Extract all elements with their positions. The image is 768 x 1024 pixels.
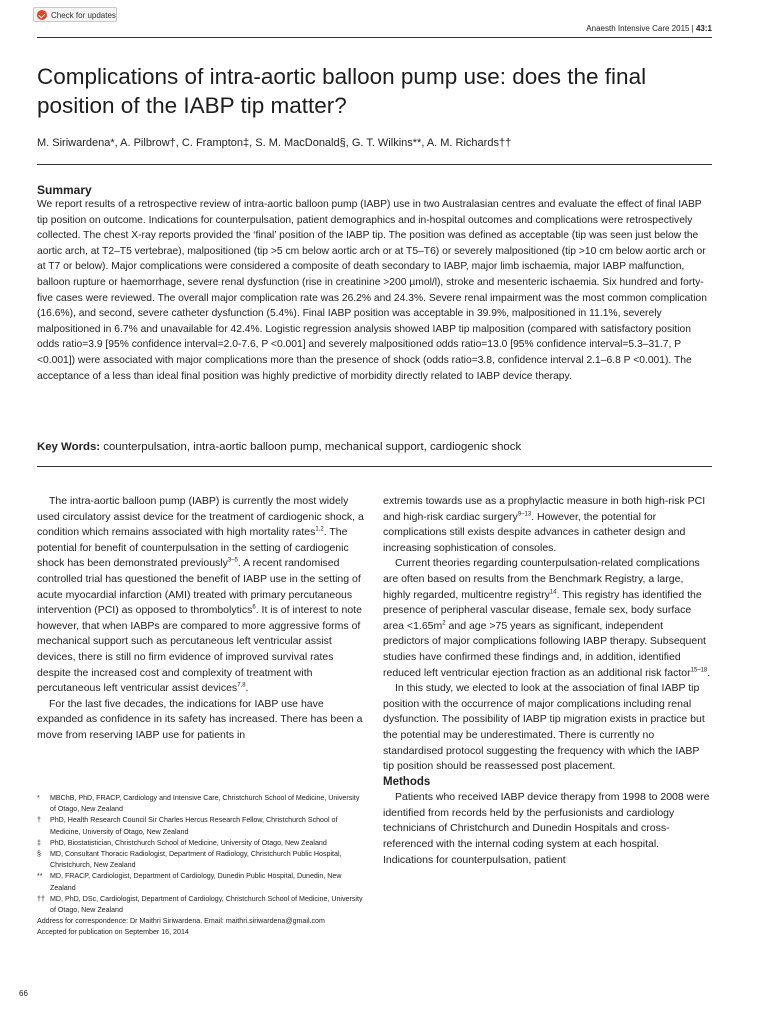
page-number: 66	[19, 989, 28, 998]
body-column-left	[37, 494, 366, 744]
check-updates-icon	[37, 10, 47, 20]
footnote: †† MD, PhD, DSc, Cardiologist, Department of Cardiology, Christchurch School of Medicine, University of Otago, New Zealand	[37, 894, 363, 915]
footnote: § MD, Consultant Thoracic Radiologist, Department of Radiology, Christchurch Public Hospital, Christchurch, New Zealand	[37, 850, 342, 870]
body-paragraph: Current theories regarding counterpulsation-related complications are often based on results from the Benchmark Registry, a large, highly regarded, multicentre registry$^{14}$. This registry has identified the presence of peripheral vascular disease, female sex, body surface area $<1.65m^2$ and age >75 years as significant, independent predictors of major complications following IABP therapy. Subsequent studies have confirmed these findings and, in addition, identified reduced left ventricular ejection fraction as an additional risk factor$^{15-18}$.	[383, 557, 711, 679]
keywords-rule	[37, 466, 712, 467]
correspondence-address: Address for correspondence: Dr Maithri Siriwardena. Email: maithri.siriwardena@gmail.com	[37, 917, 325, 926]
summary-block	[37, 197, 713, 384]
author-list: M. Siriwardena*, A. Pilbrow†, C. Frampton‡, S. M. MacDonald§, G. T. Wilkins**, A. M. Richards††	[37, 137, 512, 149]
footnote: † PhD, Health Research Council Sir Charles Hercus Research Fellow, Christchurch School of Medicine, University of Otago, New Zealand	[37, 816, 338, 836]
body-column-right	[383, 494, 712, 868]
body-paragraph: Patients who received IABP device therapy from 1998 to 2008 were identified from records held by the perfusionists and cardiology technicians of Christchurch and Dunedin Hospitals and cross-referenced with the internal coding system at each hospital. Indications for counterpulsation, patient	[383, 791, 710, 866]
check-for-updates-button[interactable]	[33, 7, 117, 22]
footnote: ** MD, FRACP, Cardiologist, Department of Cardiology, Dunedin Public Hospital, Dunedin, New Zealand	[37, 872, 342, 892]
methods-heading: Methods	[383, 775, 431, 788]
footnote: ‡ PhD, Biostatistician, Christchurch School of Medicine, University of Otago, New Zealand	[37, 838, 327, 847]
title-rule	[37, 164, 712, 165]
header-rule	[37, 37, 712, 38]
keywords-text: counterpulsation, intra-aortic balloon pump, mechanical support, cardiogenic shock	[100, 441, 522, 453]
article-title: Complications of intra-aortic balloon pump use: does the final position of the IABP tip matter?	[37, 64, 647, 118]
keywords-label: Key Words:	[37, 441, 101, 453]
body-paragraph: In this study, we elected to look at the association of final IABP tip position with the occurrence of major complications including renal dysfunction. The possibility of IABP tip migration exists in practice but the potential may be underestimated. There is currently no standardised protocol suggesting the frequency with which the IABP tip position should be reassessed post placement.	[383, 682, 705, 773]
body-paragraph: The intra-aortic balloon pump (IABP) is currently the most widely used circulatory assist device for the treatment of cardiogenic shock, a condition which remains associated with high mortality rates$^{1,2}$. The potential for benefit of counterpulsation in the setting of cardiogenic shock has been demonstrated previously$^{3-5}$. A recent randomised controlled trial has questioned the benefit of IABP use in the setting of acute myocardial infarction (AMI) treated with primary percutaneous intervention (PCI) as opposed to thrombolytics$^6$. It is of interest to note however, that when IABPs are compared to more aggressive forms of mechanical support such as percutaneous left ventricular assist devices, there is still no firm evidence of improved survival rates despite the increased cost and complexity of treatment with percutaneous left ventricular assist devices$^{7,8}$.	[37, 495, 364, 695]
keywords	[37, 441, 727, 453]
footnotes	[37, 793, 367, 939]
journal-name: Anaesth Intensive Care 2015 |	[586, 24, 696, 33]
summary-text: We report results of a retrospective review of intra-aortic balloon pump (IABP) use in two Australasian centres and evaluate the effect of final IABP tip position on outcome. Indications for counterpulsation, patient demographics and in-hospital outcomes and complications were retrospectively collected. The chest X-ray reports provided the ‘final’ position of the IABP tip. The position was defined as acceptable (tip was seen just below the aortic arch, at T2–T5 vertebrae), malpositioned (tip >5 cm below aortic arch or at T5–T6) or severely malpositioned (tip >10 cm below aortic arch or at T7 or below). Major complications were considered a composite of death secondary to IABP, major limb ischaemia, major IABP malfunction, balloon rupture or haemorrhage, severe renal dysfunction (rise in creatinine >200 µmol/l), stroke and mesenteric ischaemia. Six hundred and forty-five cases were reviewed. The overall major complication rate was 26.2% and 24.3%. Severe renal impairment was the most common complication (16.6%), and second, severe catheter dysfunction (5.4%). Final IABP position was acceptable in 39.9%, malpositioned in 11.1%, severely malpositioned in 6.7% and unavailable for 42.4%. Logistic regression analysis showed IABP tip malposition (compared with satisfactory position odds ratio=3.9 [95% confidence interval=2.0-7.6, P <0.001] and severely malpositioned odds ratio=13.0 [95% confidence interval=5.3–31.7, P <0.001]) were associated with major complications more than the presence of shock (odds ratio=3.8, confidence interval 2.1–6.8 P <0.001). The acceptance of a less than ideal final position was highly predictive of morbidity directly related to IABP device therapy.	[37, 199, 707, 382]
journal-volume: 43:1	[695, 24, 712, 33]
footnote: * MBChB, PhD, FRACP, Cardiology and Intensive Care, Christchurch School of Medicine, University of Otago, New Zealand	[37, 794, 360, 814]
summary-heading: Summary	[37, 183, 92, 197]
check-for-updates-label: Check for updates	[51, 11, 116, 20]
journal-header	[586, 24, 712, 33]
body-paragraph: For the last five decades, the indications for IABP use have expanded as confidence in its safety has increased. There has been a move from reserving IABP use for patients in	[37, 697, 363, 741]
accepted-date: Accepted for publication on September 16, 2014	[37, 928, 189, 937]
body-paragraph: extremis towards use as a prophylactic measure in both high-risk PCI and high-risk cardiac surgery$^{9-13}$. However, the potential for complications still exists despite advances in catheter design and increasing sophistication of consoles.	[383, 495, 706, 554]
